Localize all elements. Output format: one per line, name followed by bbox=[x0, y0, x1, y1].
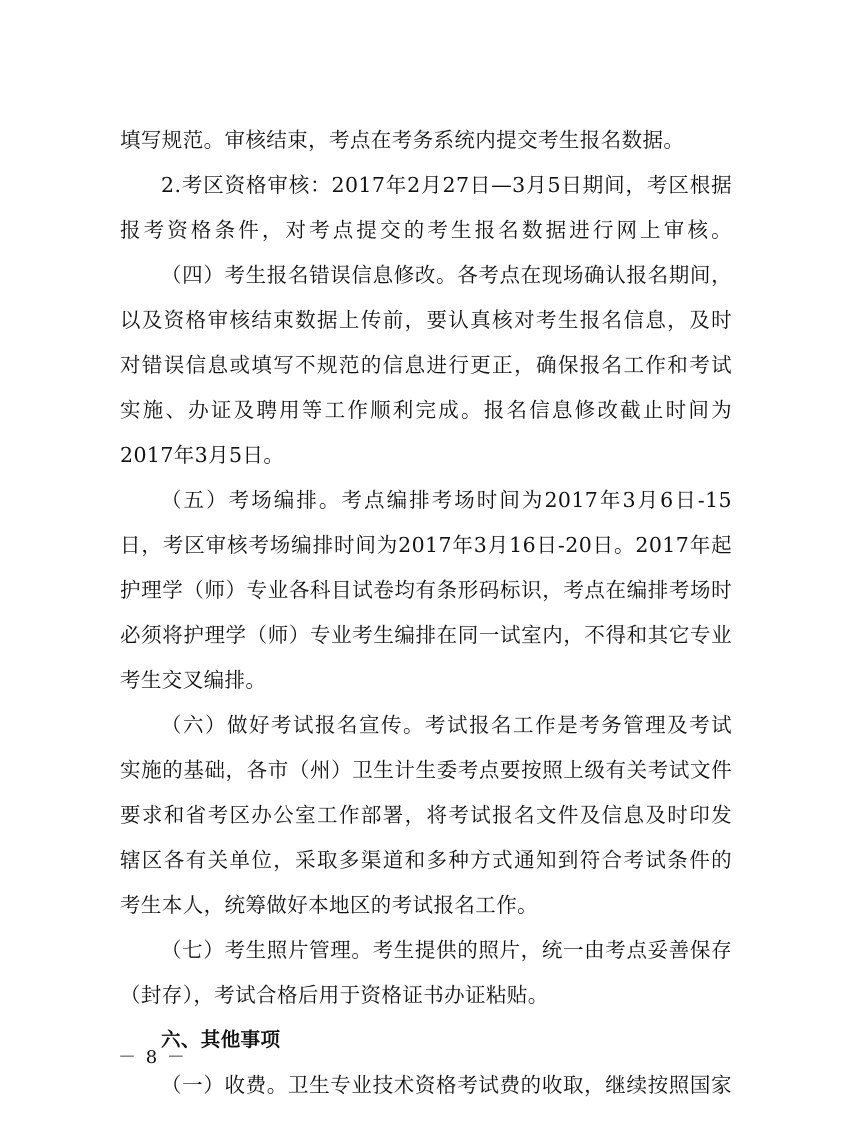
text-line: 实施的基础，各市（州）卫生计生委考点要按照上级有关考试文件 bbox=[120, 758, 732, 782]
text-line: （四）考生报名错误信息修改。各考点在现场确认报名期间， bbox=[161, 263, 732, 287]
text-line: （一）收费。卫生专业技术资格考试费的收取，继续按照国家 bbox=[161, 1073, 732, 1097]
text-line: 2.考区资格审核：2017年2月27日—3月5日期间，考区根据 bbox=[161, 173, 732, 197]
text-line: 报考资格条件，对考点提交的考生报名数据进行网上审核。 bbox=[120, 218, 732, 242]
text-line: 以及资格审核结束数据上传前，要认真核对考生报名信息，及时 bbox=[120, 308, 732, 332]
text-line: 填写规范。审核结束，考点在考务系统内提交考生报名数据。 bbox=[120, 128, 685, 152]
text-line: 2017年3月5日。 bbox=[120, 443, 285, 467]
text-line: 实施、办证及聘用等工作顺利完成。报名信息修改截止时间为 bbox=[120, 398, 732, 422]
text-line: 日，考区审核考场编排时间为2017年3月16日-20日。2017年起 bbox=[120, 533, 732, 557]
text-line: 考生本人，统筹做好本地区的考试报名工作。 bbox=[120, 893, 538, 917]
section-heading: 六、其他事项 bbox=[161, 1028, 281, 1051]
text-line: 必须将护理学（师）专业考生编排在同一试室内，不得和其它专业 bbox=[120, 623, 732, 647]
page-number: － 8 － bbox=[118, 1047, 187, 1068]
text-line: 辖区各有关单位，采取多渠道和多种方式通知到符合考试条件的 bbox=[120, 848, 732, 872]
text-line: （五）考场编排。考点编排考场时间为2017年3月6日-15 bbox=[161, 488, 732, 512]
text-line: （七）考生照片管理。考生提供的照片，统一由考点妥善保存 bbox=[161, 938, 732, 962]
text-line: 对错误信息或填写不规范的信息进行更正，确保报名工作和考试 bbox=[120, 353, 732, 377]
text-line: （六）做好考试报名宣传。考试报名工作是考务管理及考试 bbox=[161, 713, 732, 737]
text-line: 护理学（师）专业各科目试卷均有条形码标识，考点在编排考场时 bbox=[120, 578, 732, 602]
text-line: 要求和省考区办公室工作部署，将考试报名文件及信息及时印发 bbox=[120, 803, 732, 827]
text-line: （封存），考试合格后用于资格证书办证粘贴。 bbox=[120, 983, 549, 1007]
text-line: 考生交叉编排。 bbox=[120, 668, 267, 692]
